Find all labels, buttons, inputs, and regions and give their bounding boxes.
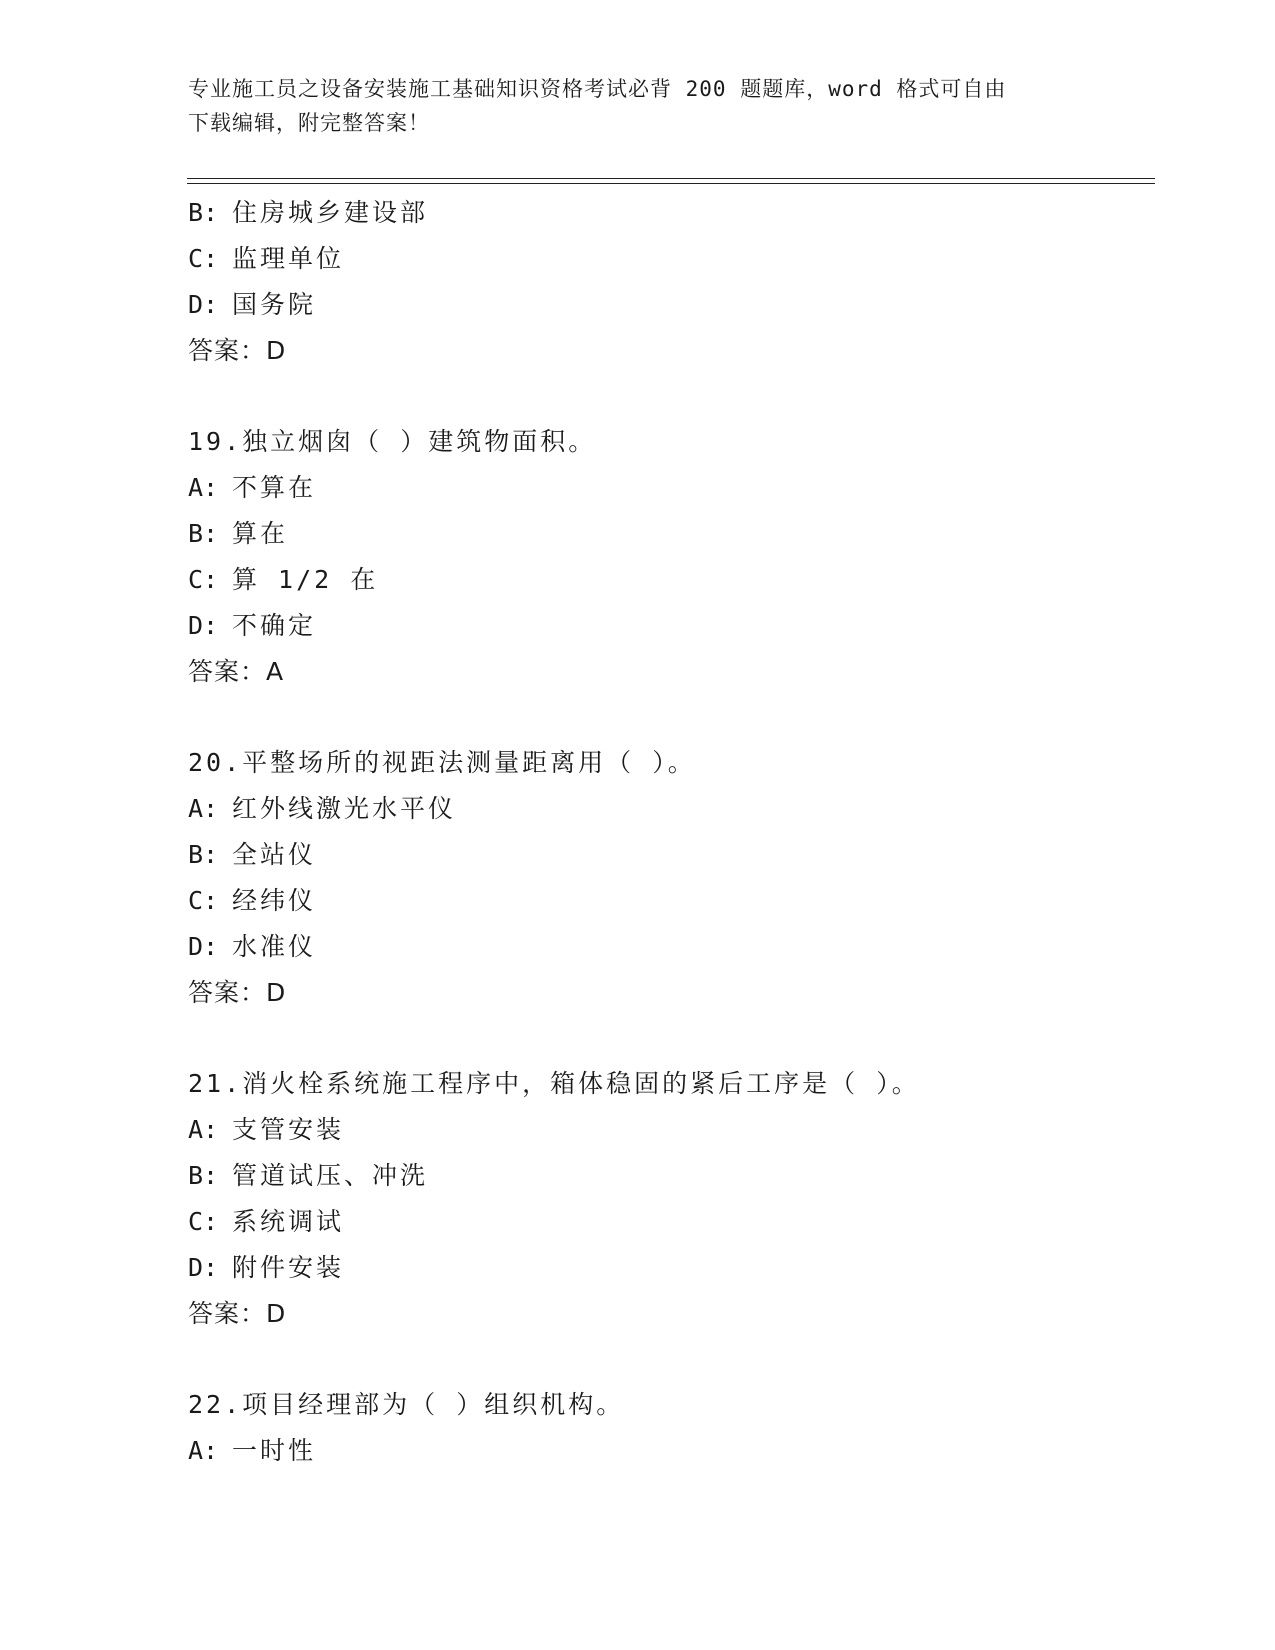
question-19 bbox=[188, 419, 1148, 695]
option-key: A: bbox=[188, 1436, 219, 1465]
option-key: C: bbox=[188, 565, 219, 594]
option-key: C: bbox=[188, 1207, 219, 1236]
question-list bbox=[188, 190, 1148, 1474]
question-stem: 20.平整场所的视距法测量距离用（ ）。 bbox=[188, 748, 696, 777]
option-key: B: bbox=[188, 840, 219, 869]
option-c bbox=[188, 878, 1148, 924]
option-text: 全站仪 bbox=[232, 840, 317, 869]
option-a bbox=[188, 786, 1148, 832]
question-stem: 19.独立烟囱（ ）建筑物面积。 bbox=[188, 427, 597, 456]
question-21 bbox=[188, 1061, 1148, 1337]
option-key: A: bbox=[188, 473, 219, 502]
option-b bbox=[188, 190, 1148, 236]
option-b bbox=[188, 832, 1148, 878]
option-key: D: bbox=[188, 290, 219, 319]
option-key: C: bbox=[188, 886, 219, 915]
question-18-tail bbox=[188, 190, 1148, 374]
option-c bbox=[188, 1199, 1148, 1245]
option-c bbox=[188, 557, 1148, 603]
option-key: B: bbox=[188, 198, 219, 227]
option-a bbox=[188, 1107, 1148, 1153]
option-d bbox=[188, 282, 1148, 328]
option-text: 监理单位 bbox=[232, 244, 345, 273]
option-a bbox=[188, 1428, 1148, 1474]
option-text: 水准仪 bbox=[232, 932, 317, 961]
option-d bbox=[188, 924, 1148, 970]
option-key: C: bbox=[188, 244, 219, 273]
answer-line: 答案：D bbox=[188, 1299, 287, 1328]
option-text: 附件安装 bbox=[232, 1253, 345, 1282]
option-a bbox=[188, 465, 1148, 511]
option-key: D: bbox=[188, 932, 219, 961]
option-key: A: bbox=[188, 1115, 219, 1144]
option-text: 算 1/2 在 bbox=[232, 565, 379, 594]
header-divider-bottom bbox=[187, 183, 1155, 184]
option-key: D: bbox=[188, 611, 219, 640]
option-d bbox=[188, 1245, 1148, 1291]
question-22 bbox=[188, 1382, 1148, 1474]
option-text: 管道试压、冲洗 bbox=[232, 1161, 429, 1190]
option-text: 红外线激光水平仪 bbox=[232, 794, 457, 823]
document-header bbox=[188, 72, 1088, 140]
option-text: 不确定 bbox=[232, 611, 317, 640]
option-key: D: bbox=[188, 1253, 219, 1282]
option-text: 支管安装 bbox=[232, 1115, 345, 1144]
question-stem: 22.项目经理部为（ ）组织机构。 bbox=[188, 1390, 625, 1419]
option-key: B: bbox=[188, 519, 219, 548]
question-stem: 21.消火栓系统施工程序中，箱体稳固的紧后工序是（ ）。 bbox=[188, 1069, 920, 1098]
option-text: 不算在 bbox=[232, 473, 317, 502]
header-line-2: 下载编辑，附完整答案！ bbox=[188, 111, 430, 135]
option-text: 经纬仪 bbox=[232, 886, 317, 915]
option-key: A: bbox=[188, 794, 219, 823]
option-text: 一时性 bbox=[232, 1436, 317, 1465]
answer-line: 答案：D bbox=[188, 978, 287, 1007]
option-d bbox=[188, 603, 1148, 649]
option-text: 系统调试 bbox=[232, 1207, 345, 1236]
header-divider-top bbox=[187, 178, 1155, 179]
answer-line: 答案：A bbox=[188, 657, 285, 686]
option-b bbox=[188, 511, 1148, 557]
option-key: B: bbox=[188, 1161, 219, 1190]
option-text: 住房城乡建设部 bbox=[232, 198, 429, 227]
question-20 bbox=[188, 740, 1148, 1016]
option-c bbox=[188, 236, 1148, 282]
answer-line: 答案：D bbox=[188, 336, 287, 365]
option-text: 国务院 bbox=[232, 290, 317, 319]
option-text: 算在 bbox=[232, 519, 289, 548]
header-line-1: 专业施工员之设备安装施工基础知识资格考试必背 200 题题库，word 格式可自由 bbox=[188, 77, 1007, 101]
option-b bbox=[188, 1153, 1148, 1199]
